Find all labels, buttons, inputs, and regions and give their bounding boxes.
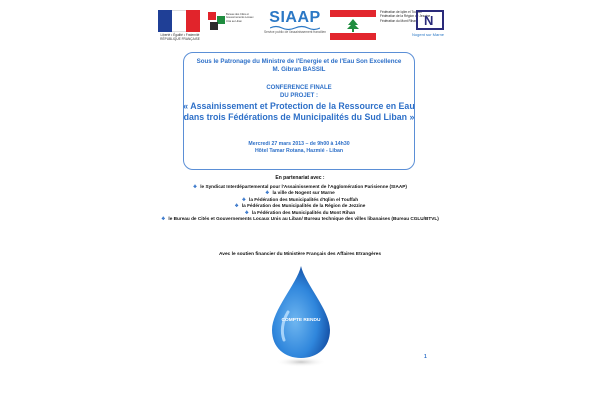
bullet-icon: ❖ [241, 196, 247, 202]
cedar-icon [345, 18, 361, 32]
cglu-caption: Bureau des Cités et Gouvernements Locaux Unis au Liban [226, 13, 254, 23]
nogent-letter: N [424, 13, 434, 28]
list-item: ❖ la ville de Nogent sur Marne [265, 190, 335, 196]
partnership-heading: En partenariat avec : [275, 175, 325, 181]
project-label: DU PROJET : [279, 92, 318, 99]
bullet-icon: ❖ [234, 203, 239, 209]
wave-icon [270, 25, 320, 31]
bullet-icon: ❖ [265, 190, 270, 196]
federations-caption: Fédération de Iqlim el Touffah Fédération de la Région de Jezzine Fédération du Mont Rihan [380, 10, 431, 23]
date-block [183, 141, 415, 155]
list-item: ❖ le Syndicat Interdépartemental pour l'Assainissement de l'Agglomération Parisienne (SIAAP) [193, 184, 407, 189]
nogent-logo [416, 10, 444, 30]
cglu-logo [208, 12, 256, 42]
list-item: ❖ la Fédération des Municipalités d'Iqlim el Touffah [241, 196, 359, 202]
patronage-line1: Sous le Patronage du Ministre de l'Energie et de l'Eau Son Excellence [196, 58, 402, 65]
bullet-icon: ❖ [244, 209, 249, 215]
conference-date: Mercredi 27 mars 2013 – de 9h00 à 14h30 [248, 141, 350, 147]
french-republic-logo [158, 10, 200, 32]
page-number: 1 [424, 354, 427, 360]
lebanon-flag-logo [330, 10, 376, 40]
patronage-line2: M. Gibran BASSIL [272, 66, 326, 73]
water-drop-icon [264, 264, 338, 368]
financial-support-note: Avec le soutien financier du Ministère Français des Affaires Etrangères [219, 252, 381, 257]
list-item: ❖ le Bureau de Cités et Gouvernements Locaux Unis au Liban/ Bureau technique des villes libanaises (Bureau CGLU/BTVL) [161, 216, 439, 222]
list-item: ❖ la Fédération des Municipalités du Mont Rihan [244, 209, 356, 215]
conference-title: « Assainissement et Protection de la Ressource en Eau dans trois Fédérations de Municipalités du Sud Liban » [183, 101, 415, 122]
bullet-icon: ❖ [193, 184, 198, 189]
bullet-icon: ❖ [161, 216, 166, 222]
patronage-block [183, 58, 415, 74]
nogent-caption: Nogent sur Marne [412, 32, 445, 37]
conference-label: CONFERENCE FINALE [266, 85, 332, 91]
conference-label-block [183, 85, 415, 100]
conference-venue: Hôtel Tamar Rotana, Hazmié - Liban [254, 148, 344, 154]
siaap-wordmark: SIAAP [269, 9, 321, 26]
list-item: ❖ la Fédération des Municipalités de la Région de Jezzine [234, 203, 366, 209]
french-republic-caption: Liberté • Égalité • Fraternité RÉPUBLIQUE FRANÇAISE [160, 33, 200, 41]
siaap-logo [262, 10, 328, 40]
siaap-subtitle: Service public de l'assainissement francilien [263, 30, 327, 34]
partner-list [150, 184, 450, 222]
drop-label: COMPTE RENDU [281, 318, 321, 323]
